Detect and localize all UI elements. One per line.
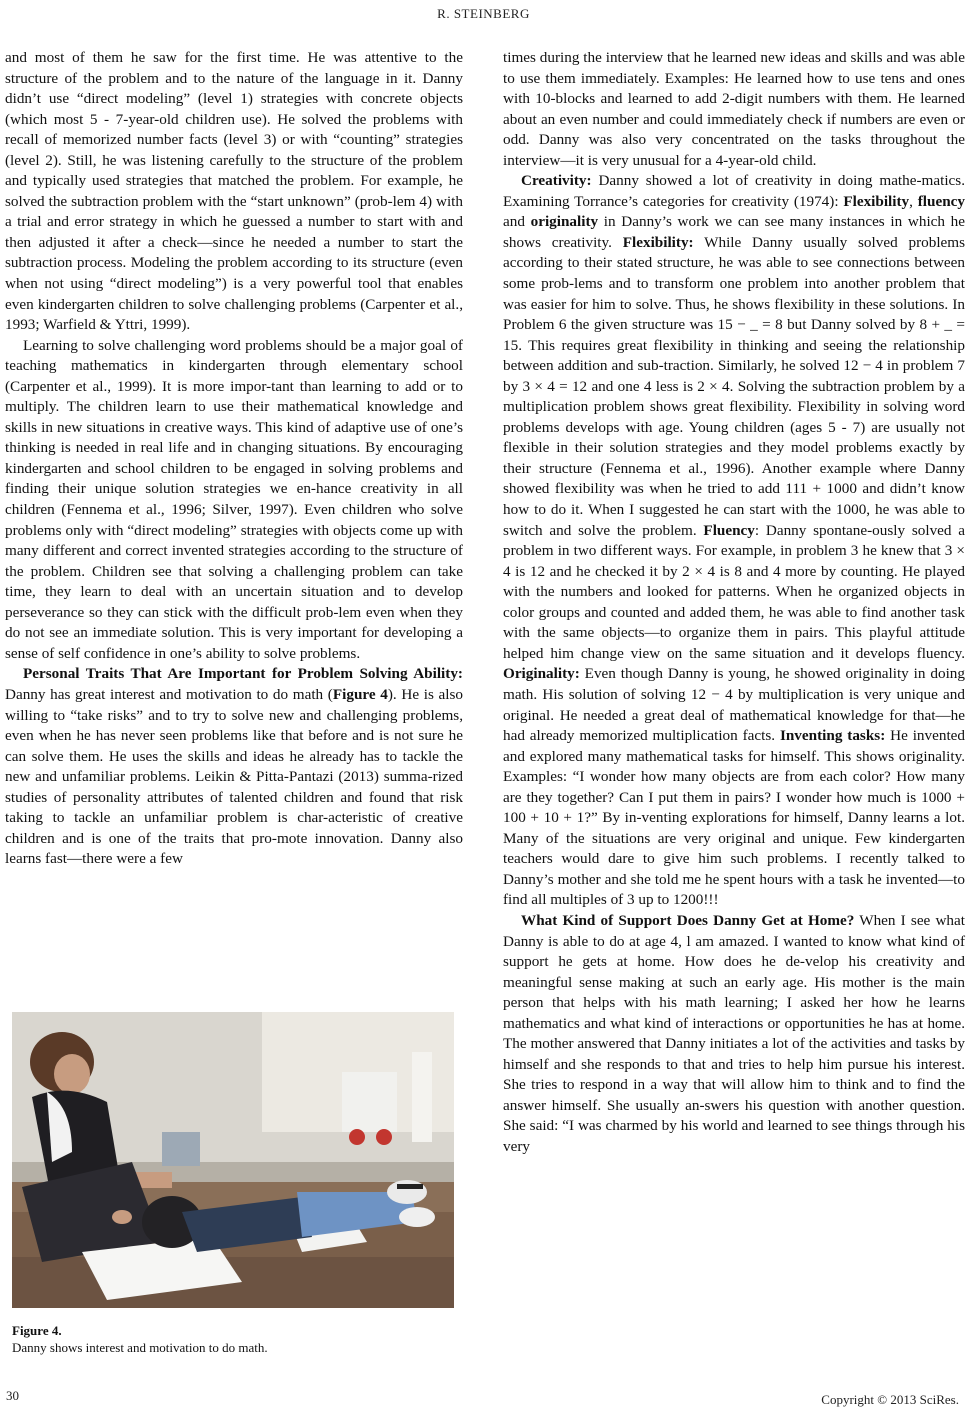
section-heading: Creativity: — [521, 172, 592, 190]
figure-caption-text: Danny shows interest and motivation to do math. — [12, 1340, 268, 1355]
right-column — [503, 48, 965, 1158]
copyright-notice: Copyright © 2013 SciRes. — [821, 1392, 959, 1407]
section-heading: Personal Traits That Are Important for Problem Solving Ability: — [23, 665, 463, 683]
figure-photo — [12, 1012, 454, 1308]
paragraph: Learning to solve challenging word problems should be a major goal of teaching mathematics in kindergarten through elementary school (Carpenter et al., 1999). It is more impor-tant than learning to add or to multiply. The children learn to use their mathematical knowledge and skills in new situations in creative ways. This kind of adaptive use of one’s thinking is needed in real life and in changing situations. By encouraging kindergarten and school children to be engaged in solving problems and finding their unique solution strategies we en-hance creativity in all children (Fennema et al., 1996; Silver, 1997). Even children who solve problems only with “direct modeling” strategies with objects come up with many different and correct invented strategies according to the structure of the problem. Children see that solving a challenging problem can take time, they learn to deal with an uncertain situation and to develop perseverance so they can stick with the difficult prob-lem even when they do not see an immediate solution. This is very important for developing a sense of self confidence in one’s ability to solve problems. — [5, 336, 463, 662]
paragraph: What Kind of Support Does Danny Get at Home? When I see what Danny is able to do at age 4, l am amazed. I wanted to know what kind of support he gets at home. How does he de-velop his creativity and meaningful sense making at such an early age. His mother is the main person that helps with his math learning; I asked her how he learns mathematics and what kind of interactions or opportunities he has at home. The mother answered that Danny initiates a lot of the activities and tasks by himself and she responds to that and tries to help him pursue his interest. She tries to respond in a way that will allow him to think and to find the answer himself. She usually an-swers his question with another question. She said: “I was charmed by his world and learned to see things through his very — [503, 911, 965, 1155]
section-heading: What Kind of Support Does Danny Get at Home? — [521, 911, 855, 929]
figure-reference: Figure 4 — [332, 685, 388, 703]
figure-caption — [12, 1322, 452, 1356]
paragraph: Creativity: Danny showed a lot of creativity in doing mathe-matics. Examining Torrance’s categories for creativity (1974): Flexibility, fluency and originality in Danny’s work we can see many instances in which he shows creativity. Flexibility: While Danny usually solved problems according to their stated structure, he was able to see connections between some prob-lems and to transform one problem into another problem that was easier for him to solve. Thus, he shows flexibility in these solutions. In Problem 6 the given structure was 15 − _ = 8 but Danny solved by 8 + _ = 15. This requires great flexibility in thinking and seeing the relationship between addition and sub-traction. Similarly, he solved 12 − 4 in problem 7 by 3 × 4 = 12 and one 4 less is 2 × 4. Solving the subtraction problem by a multiplication problem shows great flexibility. Flexibility in solving word problems develops with age. Young children (ages 5 - 7) are usually not flexible in their solution strategies and they model problems exactly by their structure (Fennema et al., 1996). Another example where Danny showed flexibility was when he tried to add 111 + 1000 and didn’t know how to do it. When I suggested he can start with the 1000, he was able to switch and solve the problem. Fluency: Danny spontane-ously solved a problem in two different ways. For example, in problem 3 he knew that 3 × 4 is 12 and he checked it by 2 × 4 is 8 and 4 more by counting. He played with the numbers and looked for patterns. When he organized objects in color groups and counted and added them, he was able to find another task with the same objects—to organize them in pairs. This playful attitude helped him change view on the same situation and it develops fluency. Originality: Even though Danny is young, he showed originality in doing math. His solution of solving 12 − 4 by multiplication is very unique and original. He needed a great deal of mathematical knowledge for that—he had already memorized multiplication facts. Inventing tasks: He invented and explored many mathematical tasks for himself. This shows originality. Examples: “I wonder how many objects are from each color? How many are they together? Can I put them in pairs? I wonder how much is 1000 + 100 + 10 + 1?” By in-venting explorations for himself, Danny learns a lot. Many of the situations are very original and unique. Few kindergarten teachers would dare to give him such problems. I recently talked to Danny’s mother and she told me he spent hours with a task he invented—to find all multiples of 3 up to 1200!!! — [503, 172, 966, 909]
paragraph: times during the interview that he learned new ideas and skills and was able to use them immediately. Examples: He learned how to use tens and ones with 10-blocks and learned to add 2-digit numbers with them. He learned about an even number and could immediately check if numbers are even or odd. Danny was also very concentrated on the tasks throughout the interview—it is very unusual for a 4-year-old child. — [503, 49, 965, 169]
figure-title: Figure 4. — [12, 1323, 62, 1338]
page-number: 30 — [6, 1388, 19, 1403]
left-column — [5, 48, 463, 870]
running-head: R. STEINBERG — [437, 6, 530, 21]
paragraph: Personal Traits That Are Important for Problem Solving Ability: Danny has great interest and motivation to do math (Figure 4). He is also willing to “take risks” and to try to solve new and challenging problems, even when he has never seen problems like that before and is not sure he can solve them. He uses the skills and ideas he already has to tackle the new and unfamiliar problems. Leikin & Pitta-Pantazi (2013) summa-rized studies of personality attributes of talented children and found that risk taking to tackle an unfamiliar problem is char-acteristic of creative children and is one of the traits that pro-mote innovation. Danny also learns fast—there were a few — [5, 665, 463, 868]
paragraph: and most of them he saw for the first time. He was attentive to the structure of the problem and to the nature of the language in it. Danny didn’t use “direct modeling” (level 1) strategies with concrete objects (which most 5 - 7-year-old children use). He solved the problems with recall of memorized number facts (level 3) or with “counting” strategies (level 2). Still, he was listening carefully to the structure of the problem and typically used strategies that matched the problem. For example, he solved the subtraction problem with the “start unknown” (prob-lem 4) with a trial and error strategy in which he guessed a number to start with and then adjusted it after a check—since he needed a number to start the subtraction process. Modeling the problem according to its structure (even when not using “direct modeling”) is a very powerful tool that enables even kindergarten children to solve challenging problems (Carpenter et al., 1993; Warfield & Yttri, 1999). — [5, 49, 463, 334]
